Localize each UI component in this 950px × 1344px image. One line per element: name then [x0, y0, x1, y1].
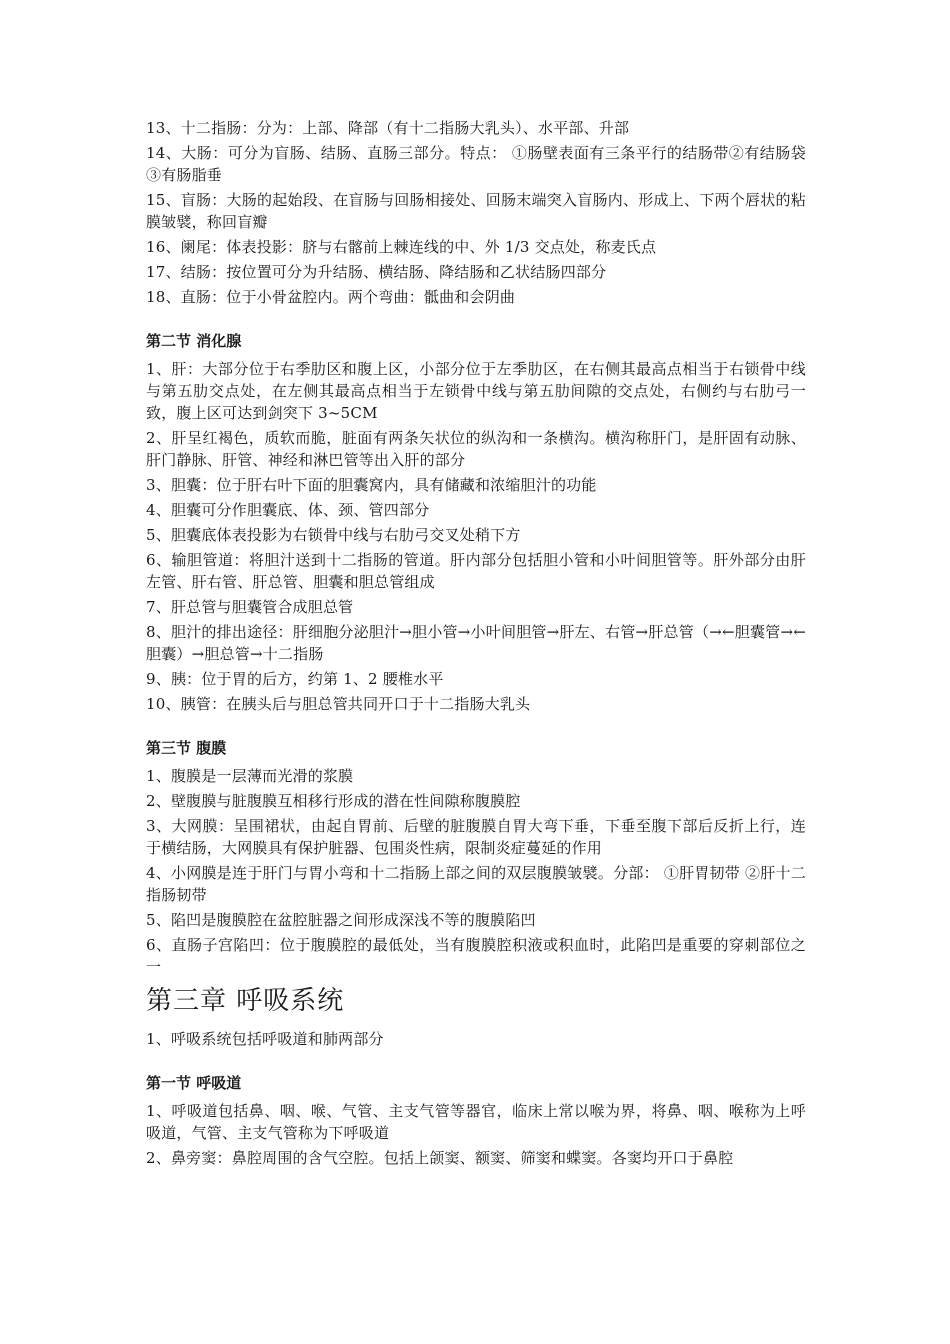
- airway-list: [146, 1100, 806, 1169]
- list-item: 13、十二指肠：分为：上部、降部（有十二指肠大乳头）、水平部、升部: [146, 119, 630, 137]
- peritoneum-list: [146, 765, 806, 978]
- list-item: 2、壁腹膜与脏腹膜互相移行形成的潜在性间隙称腹膜腔: [146, 792, 521, 810]
- list-item: 10、胰管：在胰头后与胆总管共同开口于十二指肠大乳头: [146, 695, 531, 713]
- list-item: 2、鼻旁窦：鼻腔周围的含气空腔。包括上颌窦、额窦、筛窦和蝶窦。各窦均开口于鼻腔: [146, 1149, 734, 1167]
- list-item: 7、肝总管与胆囊管合成胆总管: [146, 598, 354, 616]
- list-item: 3、大网膜：呈围裙状，由起自胃前、后壁的脏腹膜自胃大弯下垂，下垂至腹下部后反折上行，连于横结肠，大网膜具有保护脏器、包围炎性病，限制炎症蔓延的作用: [146, 817, 806, 857]
- list-item: 4、小网膜是连于肝门与胃小弯和十二指肠上部之间的双层腹膜皱襞。分部： ①肝胃韧带 ②肝十二指肠韧带: [146, 864, 806, 904]
- list-item: 17、结肠：按位置可分为升结肠、横结肠、降结肠和乙状结肠四部分: [146, 263, 607, 281]
- list-item: 1、呼吸道包括鼻、咽、喉、气管、主支气管等器官，临床上常以喉为界，将鼻、咽、喉称为上呼吸道，气管、主支气管称为下呼吸道: [146, 1102, 806, 1142]
- section-title-airway: 第一节 呼吸道: [146, 1074, 242, 1092]
- document-content: [146, 117, 806, 1172]
- list-item: 1、肝：大部分位于右季肋区和腹上区，小部分位于左季肋区，在右侧其最高点相当于右锁骨中线与第五肋交点处，在左侧其最高点相当于左锁骨中线与第五肋间隙的交点处，右侧约与右肋弓一致，腹上区可达到剑突下 3~5CM: [146, 360, 806, 422]
- list-item: 4、胆囊可分作胆囊底、体、颈、管四部分: [146, 501, 430, 519]
- intestine-list: [146, 117, 806, 308]
- list-item: 6、直肠子宫陷凹：位于腹膜腔的最低处，当有腹膜腔积液或积血时，此陷凹是重要的穿刺部位之一: [146, 936, 806, 976]
- list-item: 6、输胆管道：将胆汁送到十二指肠的管道。肝内部分包括胆小管和小叶间胆管等。肝外部分由肝左管、肝右管、肝总管、胆囊和胆总管组成: [146, 551, 806, 591]
- list-item: 8、胆汁的排出途径：肝细胞分泌胆汁→胆小管→小叶间胆管→肝左、右管→肝总管（→←胆囊管→←胆囊）→胆总管→十二指肠: [146, 623, 806, 663]
- list-item: 9、胰：位于胃的后方，约第 1、2 腰椎水平: [146, 670, 444, 688]
- list-item: 18、直肠：位于小骨盆腔内。两个弯曲：骶曲和会阴曲: [146, 288, 516, 306]
- list-item: 2、肝呈红褐色，质软而脆，脏面有两条矢状位的纵沟和一条横沟。横沟称肝门，是肝固有动脉、肝门静脉、肝管、神经和淋巴管等出入肝的部分: [146, 429, 806, 469]
- list-item: 3、胆囊：位于肝右叶下面的胆囊窝内，具有储藏和浓缩胆汁的功能: [146, 476, 597, 494]
- chapter-title-respiratory: 第三章 呼吸系统: [146, 986, 345, 1016]
- section-title-peritoneum: 第三节 腹膜: [146, 739, 227, 757]
- list-item: 15、盲肠：大肠的起始段、在盲肠与回肠相接处、回肠末端突入盲肠内、形成上、下两个唇状的粘膜皱襞，称回盲瓣: [146, 191, 806, 231]
- list-item: 1、腹膜是一层薄而光滑的浆膜: [146, 767, 354, 785]
- list-item: 14、大肠：可分为盲肠、结肠、直肠三部分。特点： ①肠壁表面有三条平行的结肠带②有结肠袋③有肠脂垂: [146, 144, 806, 184]
- digestive-glands-list: [146, 358, 806, 715]
- chapter-intro: 1、呼吸系统包括呼吸道和肺两部分: [146, 1030, 384, 1048]
- list-item: 5、胆囊底体表投影为右锁骨中线与右肋弓交叉处稍下方: [146, 526, 521, 544]
- list-item: 16、阑尾：体表投影：脐与右髂前上棘连线的中、外 1/3 交点处，称麦氏点: [146, 238, 657, 256]
- list-item: 5、陷凹是腹膜腔在盆腔脏器之间形成深浅不等的腹膜陷凹: [146, 911, 536, 929]
- section-title-digestive-glands: 第二节 消化腺: [146, 332, 242, 350]
